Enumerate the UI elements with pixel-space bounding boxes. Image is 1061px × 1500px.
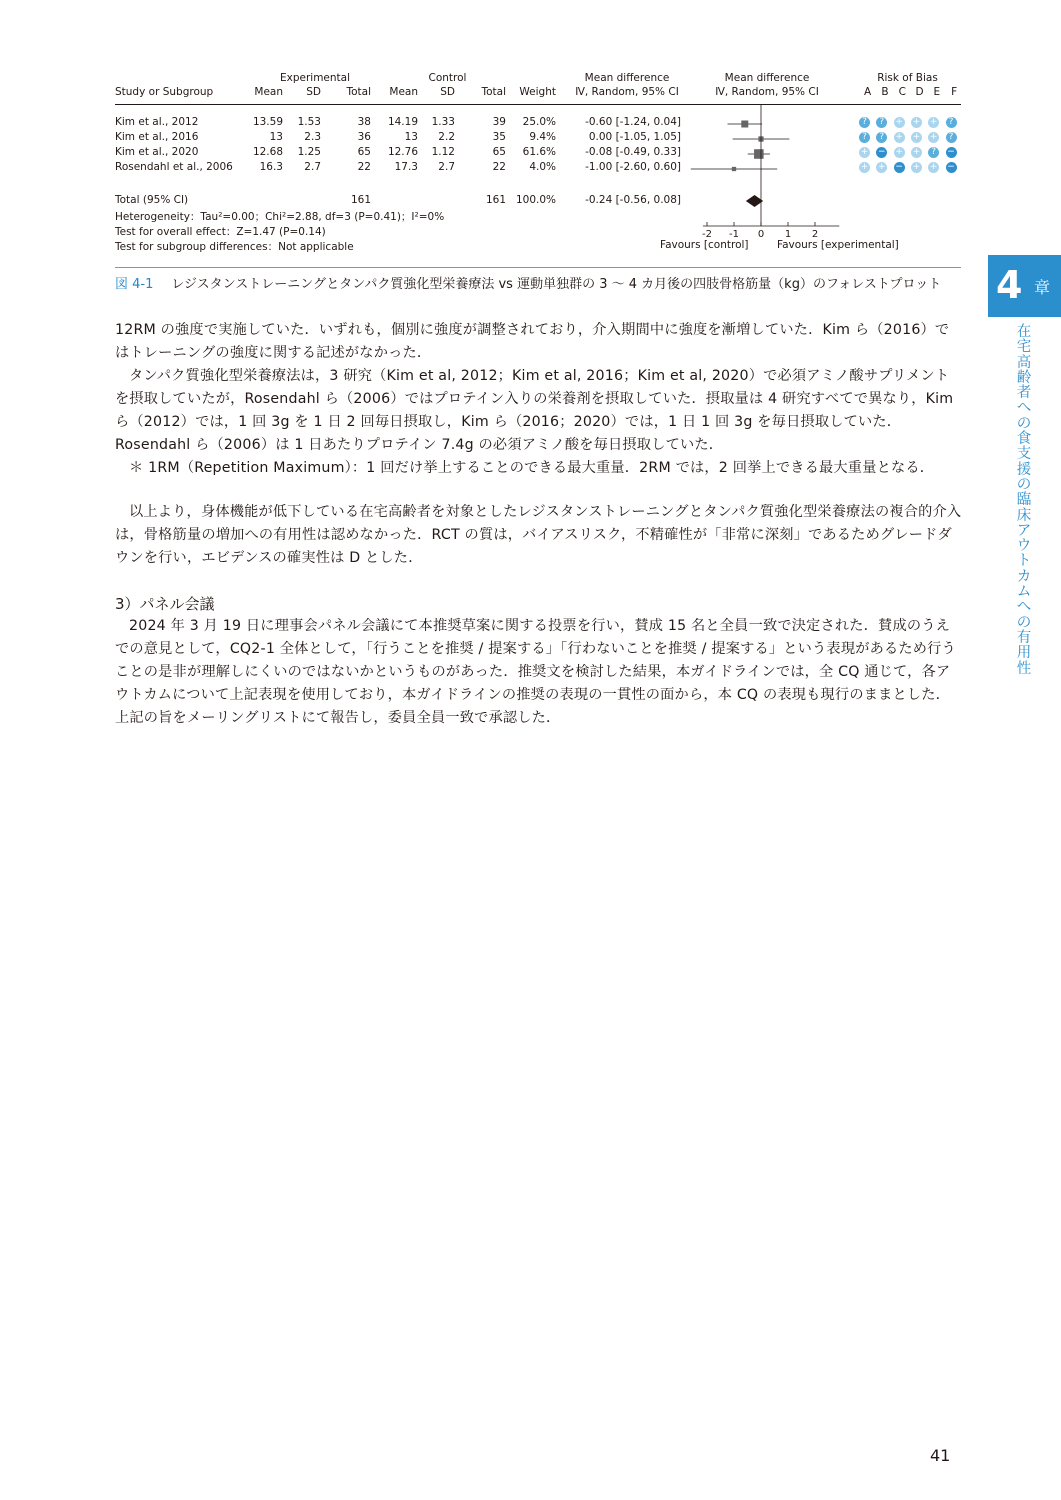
risk-of-bias-indicator: + [895, 132, 903, 142]
total-ci: -0.24 [-0.56, 0.08] [585, 194, 681, 206]
ci: 0.00 [-1.05, 1.05] [588, 131, 681, 143]
risk-of-bias-indicator: ? [859, 132, 870, 143]
body-section-1 [115, 319, 963, 480]
ctl-total: 35 [492, 131, 506, 143]
ctl-sd: 2.7 [438, 161, 455, 173]
paragraph-1: 12RM の強度で実施していた．いずれも，個別に強度が調整されており，介入期間中に強度を漸増していた．Kim ら（2016）ではトレーニングの強度に関する記述がなかった． [115, 322, 950, 361]
risk-of-bias-indicator: ? [946, 132, 957, 143]
risk-of-bias-indicator: + [929, 162, 938, 172]
weight: 9.4% [529, 131, 556, 143]
caption-rule [115, 267, 961, 268]
study-name: Kim et al., 2020 [115, 146, 199, 158]
risk-of-bias-indicator: − [947, 147, 955, 157]
axis-tick-label: 0 [757, 229, 765, 240]
risk-of-bias-indicator: ? [876, 117, 887, 128]
favours-right: Favours [experimental] [777, 239, 899, 251]
total-ctl: 161 [485, 194, 506, 206]
risk-of-bias-indicator: ? [946, 117, 957, 128]
pooled-diamond [746, 195, 763, 207]
risk-of-bias-indicator: ? [876, 132, 887, 143]
paragraph-2: タンパク質強化型栄養療法は，3 研究（Kim et al, 2012；Kim et al, 2016；Kim et al, 2020）で必須アミノ酸サプリメントを摂取していたが，Rosendahl ら（2006）ではプロテイン入りの栄養剤を摂取していた．摂取量は 4 研究すべてで異なり，Kim ら（2012）では，1 回 3g を 1 日 2 回毎日摂取し，Kim ら（2016；2020）では，1 日 1 回 3g を毎日摂取していた．Rosendahl ら（2006）は 1 日あたりプロテイン 7.4g の必須アミノ酸を毎日摂取していた． [115, 368, 954, 453]
chapter-number: 4 [996, 263, 1023, 307]
overall-effect: Test for overall effect：Z=1.47 (P=0.14) [115, 226, 326, 238]
risk-of-bias-indicator: + [912, 132, 921, 142]
risk-of-bias-indicator: ? [928, 147, 939, 158]
ctl-mean: 13 [404, 131, 418, 143]
risk-of-bias-indicator: − [895, 162, 903, 172]
page-number: 41 [930, 1446, 951, 1465]
risk-of-bias-indicator: + [895, 117, 903, 127]
exp-total: 38 [357, 116, 371, 128]
exp-mean: 12.68 [252, 146, 283, 158]
exp-mean: 13.59 [252, 116, 283, 128]
exp-total: 65 [357, 146, 371, 158]
weight: 25.0% [522, 116, 556, 128]
risk-of-bias-indicator: ? [859, 117, 870, 128]
axis-tick-label: -1 [729, 229, 739, 240]
rob-letter-a: A [864, 86, 872, 98]
chapter-title-vertical: 在宅高齢者への食支援の臨床アウトカムへの有用性 [1016, 324, 1032, 677]
exp-total-header: Total [346, 86, 371, 98]
figure-caption-text: レジスタンストレーニングとタンパク質強化型栄養療法 vs 運動単独群の 3 ～ 4 カ月後の四肢骨格筋量（kg）のフォレストプロット [171, 277, 942, 292]
risk-of-bias-indicator: + [912, 162, 921, 172]
rob-letter-e: E [933, 86, 941, 98]
rob-header: Risk of Bias [877, 72, 938, 84]
ci: -0.08 [-0.49, 0.33] [585, 146, 681, 158]
figure-caption [115, 273, 963, 292]
favours-left: Favours [control] [660, 239, 749, 251]
effect-square [741, 121, 748, 128]
risk-of-bias-indicator: + [912, 117, 921, 127]
md-plot-header: Mean difference [724, 72, 810, 84]
body-section-3 [115, 615, 963, 730]
ctl-mean-header: Mean [389, 86, 418, 98]
risk-of-bias-indicator: − [947, 162, 955, 172]
exp-total: 22 [357, 161, 371, 173]
study-name: Kim et al., 2016 [115, 131, 199, 143]
ctl-mean: 14.19 [387, 116, 418, 128]
ctl-total: 39 [492, 116, 506, 128]
paragraph-3: 以上より，身体機能が低下している在宅高齢者を対象としたレジスタンストレーニングとタンパク質強化型栄養療法の複合的介入は，骨格筋量の増加への有用性は認めなかった．RCT の質は，バイアスリスク，不精確性が「非常に深刻」であるためグレードダウンを行い，エビデンスの確実性は D とした． [115, 504, 962, 566]
ctl-sd: 1.12 [431, 146, 455, 158]
md-header: Mean difference [584, 72, 670, 84]
exp-mean: 16.3 [259, 161, 283, 173]
study-col-header: Study or Subgroup [115, 86, 214, 98]
axis-tick-label: 1 [784, 229, 792, 240]
control-header: Control [428, 72, 467, 84]
total-exp: 161 [350, 194, 371, 206]
md-method-header: Ⅳ, Random, 95% CI [575, 86, 679, 98]
ctl-sd: 1.33 [431, 116, 455, 128]
rob-letter-d: D [915, 86, 924, 98]
risk-of-bias-indicator: − [878, 147, 886, 157]
paragraph-4: 2024 年 3 月 19 日に理事会パネル会議にて本推奨草案に関する投票を行い，賛成 15 名と全員一致で決定された．賛成のうえでの意見として，CQ2-1 全体として，「行うことを推奨 / 提案する」「行わないことを推奨 / 提案する」という表現があるため行うことの是非が理解しにくいのではないかというものがあった．推奨文を検討した結果，本ガイドラインでは，全 CQ 通じて，各アウトカムについて上記表現を使用しており，本ガイドラインの推奨の表現の一貫性の面から，本 CQ の表現も現行のままとした．上記の旨をメーリングリストにて報告し，委員全員一致で承認した． [115, 618, 956, 726]
axis-tick-label: -2 [702, 229, 712, 240]
rob-letter-b: B [881, 86, 889, 98]
weight: 61.6% [522, 146, 556, 158]
rob-letters [859, 86, 959, 98]
exp-total: 36 [357, 131, 371, 143]
study-name: Kim et al., 2012 [115, 116, 199, 128]
chapter-label: 章 [1034, 278, 1051, 297]
experimental-header: Experimental [279, 72, 351, 84]
ci: -1.00 [-2.60, 0.60] [585, 161, 681, 173]
weight-header: Weight [519, 86, 556, 98]
chapter-tab [988, 255, 1061, 317]
risk-of-bias-indicator: + [912, 147, 921, 157]
exp-mean: 13 [269, 131, 283, 143]
ci: -0.60 [-1.24, 0.04] [585, 116, 681, 128]
risk-of-bias-indicator: + [929, 117, 938, 127]
total-label: Total (95% CI) [115, 194, 189, 206]
section-heading: 3）パネル会議 [115, 595, 215, 613]
body-section-2 [115, 501, 963, 570]
ctl-mean: 17.3 [394, 161, 418, 173]
weight: 4.0% [529, 161, 556, 173]
exp-mean-header: Mean [254, 86, 283, 98]
risk-of-bias-indicator: + [860, 147, 869, 157]
ctl-sd-header: SD [440, 86, 455, 98]
exp-sd: 2.7 [304, 161, 321, 173]
exp-sd: 2.3 [304, 131, 321, 143]
ctl-total: 22 [492, 161, 506, 173]
ctl-total: 65 [492, 146, 506, 158]
footnote: ＊ 1RM（Repetition Maximum）：1 回だけ挙上することのできる最大重量．2RM では，2 回挙上できる最大重量となる． [129, 460, 935, 476]
md-plot-method-header: Ⅳ, Random, 95% CI [715, 86, 819, 98]
exp-sd-header: SD [306, 86, 321, 98]
axis-tick-label: 2 [811, 229, 819, 240]
risk-of-bias-indicator: + [860, 162, 869, 172]
exp-sd: 1.53 [297, 116, 321, 128]
effect-square [732, 167, 736, 171]
figure-number: 図 4-1 [115, 277, 154, 292]
ctl-sd: 2.2 [438, 131, 455, 143]
study-name: Rosendahl et al., 2006 [115, 161, 233, 173]
rob-letter-c: C [898, 86, 906, 98]
total-weight: 100.0% [515, 194, 556, 206]
risk-of-bias-indicator: + [895, 147, 903, 157]
ctl-total-header: Total [481, 86, 506, 98]
ctl-mean: 12.76 [387, 146, 418, 158]
risk-of-bias-indicator: + [929, 132, 938, 142]
rob-letter-f: F [951, 86, 958, 98]
heterogeneity: Heterogeneity：Tau²=0.00；Chi²=2.88, df=3 (P=0.41)；I²=0% [115, 211, 445, 223]
effect-square [754, 149, 764, 159]
risk-of-bias-indicator: + [878, 162, 886, 172]
subgroup-diff: Test for subgroup differences：Not applicable [115, 241, 354, 253]
exp-sd: 1.25 [297, 146, 321, 158]
